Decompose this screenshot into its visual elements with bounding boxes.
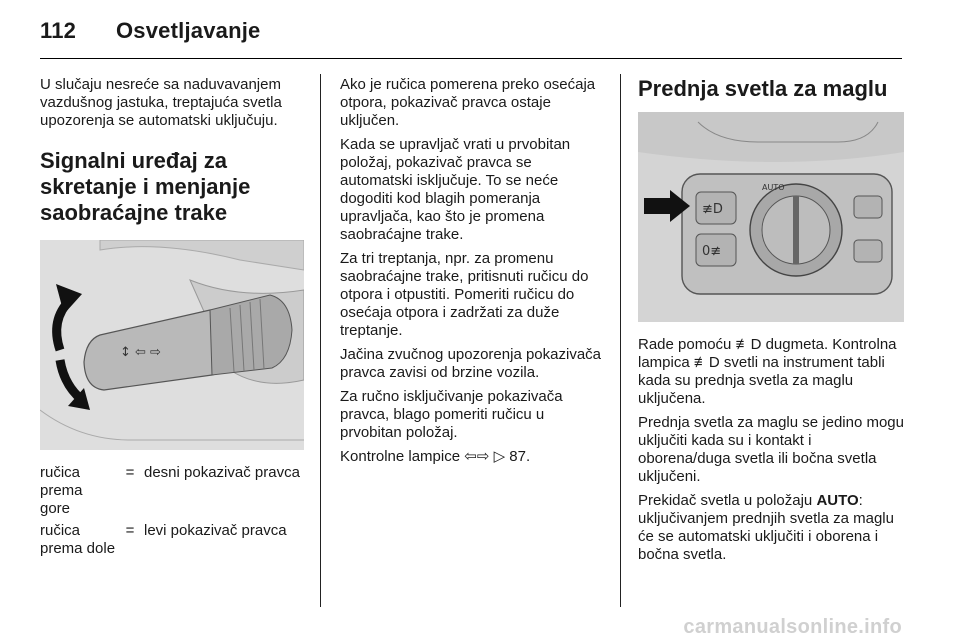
body-paragraph: Za tri treptanja, npr. za promenu saobraćajne trake, pritisnuti ručicu do otpora i otpustiti. Pomeriti ručicu do osećaja otpora i zadržati za duže treptanje. bbox=[340, 250, 589, 339]
auto-label: AUTO bbox=[816, 492, 859, 509]
kontrolne-reference bbox=[340, 448, 604, 466]
body-paragraph: Ako je ručica pomerena preko osećaja otpora, pokazivač pravca ostaje uključen. bbox=[340, 76, 596, 129]
definition-table bbox=[40, 464, 304, 562]
section-heading-turn-signal: Signalni uređaj za skretanje i menjanje saobraćajne trake bbox=[40, 148, 251, 225]
fog-paragraph-3: Prekidač svetla u položaju AUTO: uključivanjem prednjih svetla za maglu će se automatski uključiti i oborena i bočna svetla. bbox=[638, 492, 894, 563]
definition-equals: = bbox=[125, 464, 135, 481]
definition-value: desni pokazivač pravca bbox=[144, 464, 300, 481]
definition-value: levi pokazivač pravca bbox=[144, 522, 287, 539]
svg-text:≢D: ≢D bbox=[702, 202, 723, 217]
body-paragraph: Kada se upravljač vrati u prvobitan položaj, pokazivač pravca se automatski isključuje. To se neće dogoditi kod blagih pomeranja upravljača, kao što je promena saobraćajne trake. bbox=[340, 136, 571, 243]
page-header bbox=[40, 18, 260, 44]
definition-term: ručica prema gore bbox=[40, 464, 83, 517]
header-rule bbox=[40, 58, 902, 59]
column-divider-1 bbox=[320, 74, 321, 607]
column-1 bbox=[40, 76, 304, 562]
fog-light-switch-illustration bbox=[638, 112, 904, 322]
column-divider-2 bbox=[620, 74, 621, 607]
switch-auto-label: AUTO bbox=[762, 183, 785, 192]
definition-row bbox=[40, 464, 304, 522]
page-reference-icon: ▷ bbox=[493, 448, 506, 465]
fog-paragraph-2: Prednja svetla za maglu se jedino mogu uključiti kada su i kontakt i oborena/duga svetla ili bočna svetla uključeni. bbox=[638, 414, 904, 485]
kontrolne-text: Kontrolne lampice bbox=[340, 448, 461, 465]
fog-light-icon: ≢D bbox=[735, 336, 762, 353]
page-number: 112 bbox=[40, 18, 77, 43]
fog-paragraph-1: Rade pomoću ≢D dugmeta. Kontrolna lampica ≢D svetli na instrument tabli kada su prednja svetla za maglu uključena. bbox=[638, 336, 897, 407]
column-3 bbox=[638, 76, 904, 570]
page-reference: 87. bbox=[509, 448, 531, 465]
body-paragraph: Jačina zvučnog upozorenja pokazivača pravca zavisi od brzine vozila. bbox=[340, 346, 601, 381]
definition-equals: = bbox=[125, 522, 135, 539]
section-heading-fog-lights: Prednja svetla za maglu bbox=[638, 76, 888, 101]
watermark: carmanualsonline.info bbox=[683, 616, 902, 638]
definition-row bbox=[40, 522, 304, 562]
column-2 bbox=[340, 76, 604, 472]
svg-text:0≢: 0≢ bbox=[702, 244, 722, 259]
body-paragraph: Za ručno isključivanje pokazivača pravca, blago pomeriti ručicu u prvobitan položaj. bbox=[340, 388, 563, 441]
svg-text:↕ ⇦ ⇨: ↕ ⇦ ⇨ bbox=[120, 345, 161, 360]
turn-signal-icon: ⇦⇨ bbox=[464, 448, 490, 465]
page-title: Osvetljavanje bbox=[116, 18, 261, 43]
intro-paragraph: U slučaju nesreće sa naduvavanjem vazdušnog jastuka, treptajuća svetla upozorenja se automatski uključuju. bbox=[40, 76, 282, 129]
turn-signal-lever-illustration bbox=[40, 240, 304, 450]
definition-term: ručica prema dole bbox=[40, 522, 116, 557]
fog-light-indicator-icon: ≢D bbox=[693, 354, 720, 371]
